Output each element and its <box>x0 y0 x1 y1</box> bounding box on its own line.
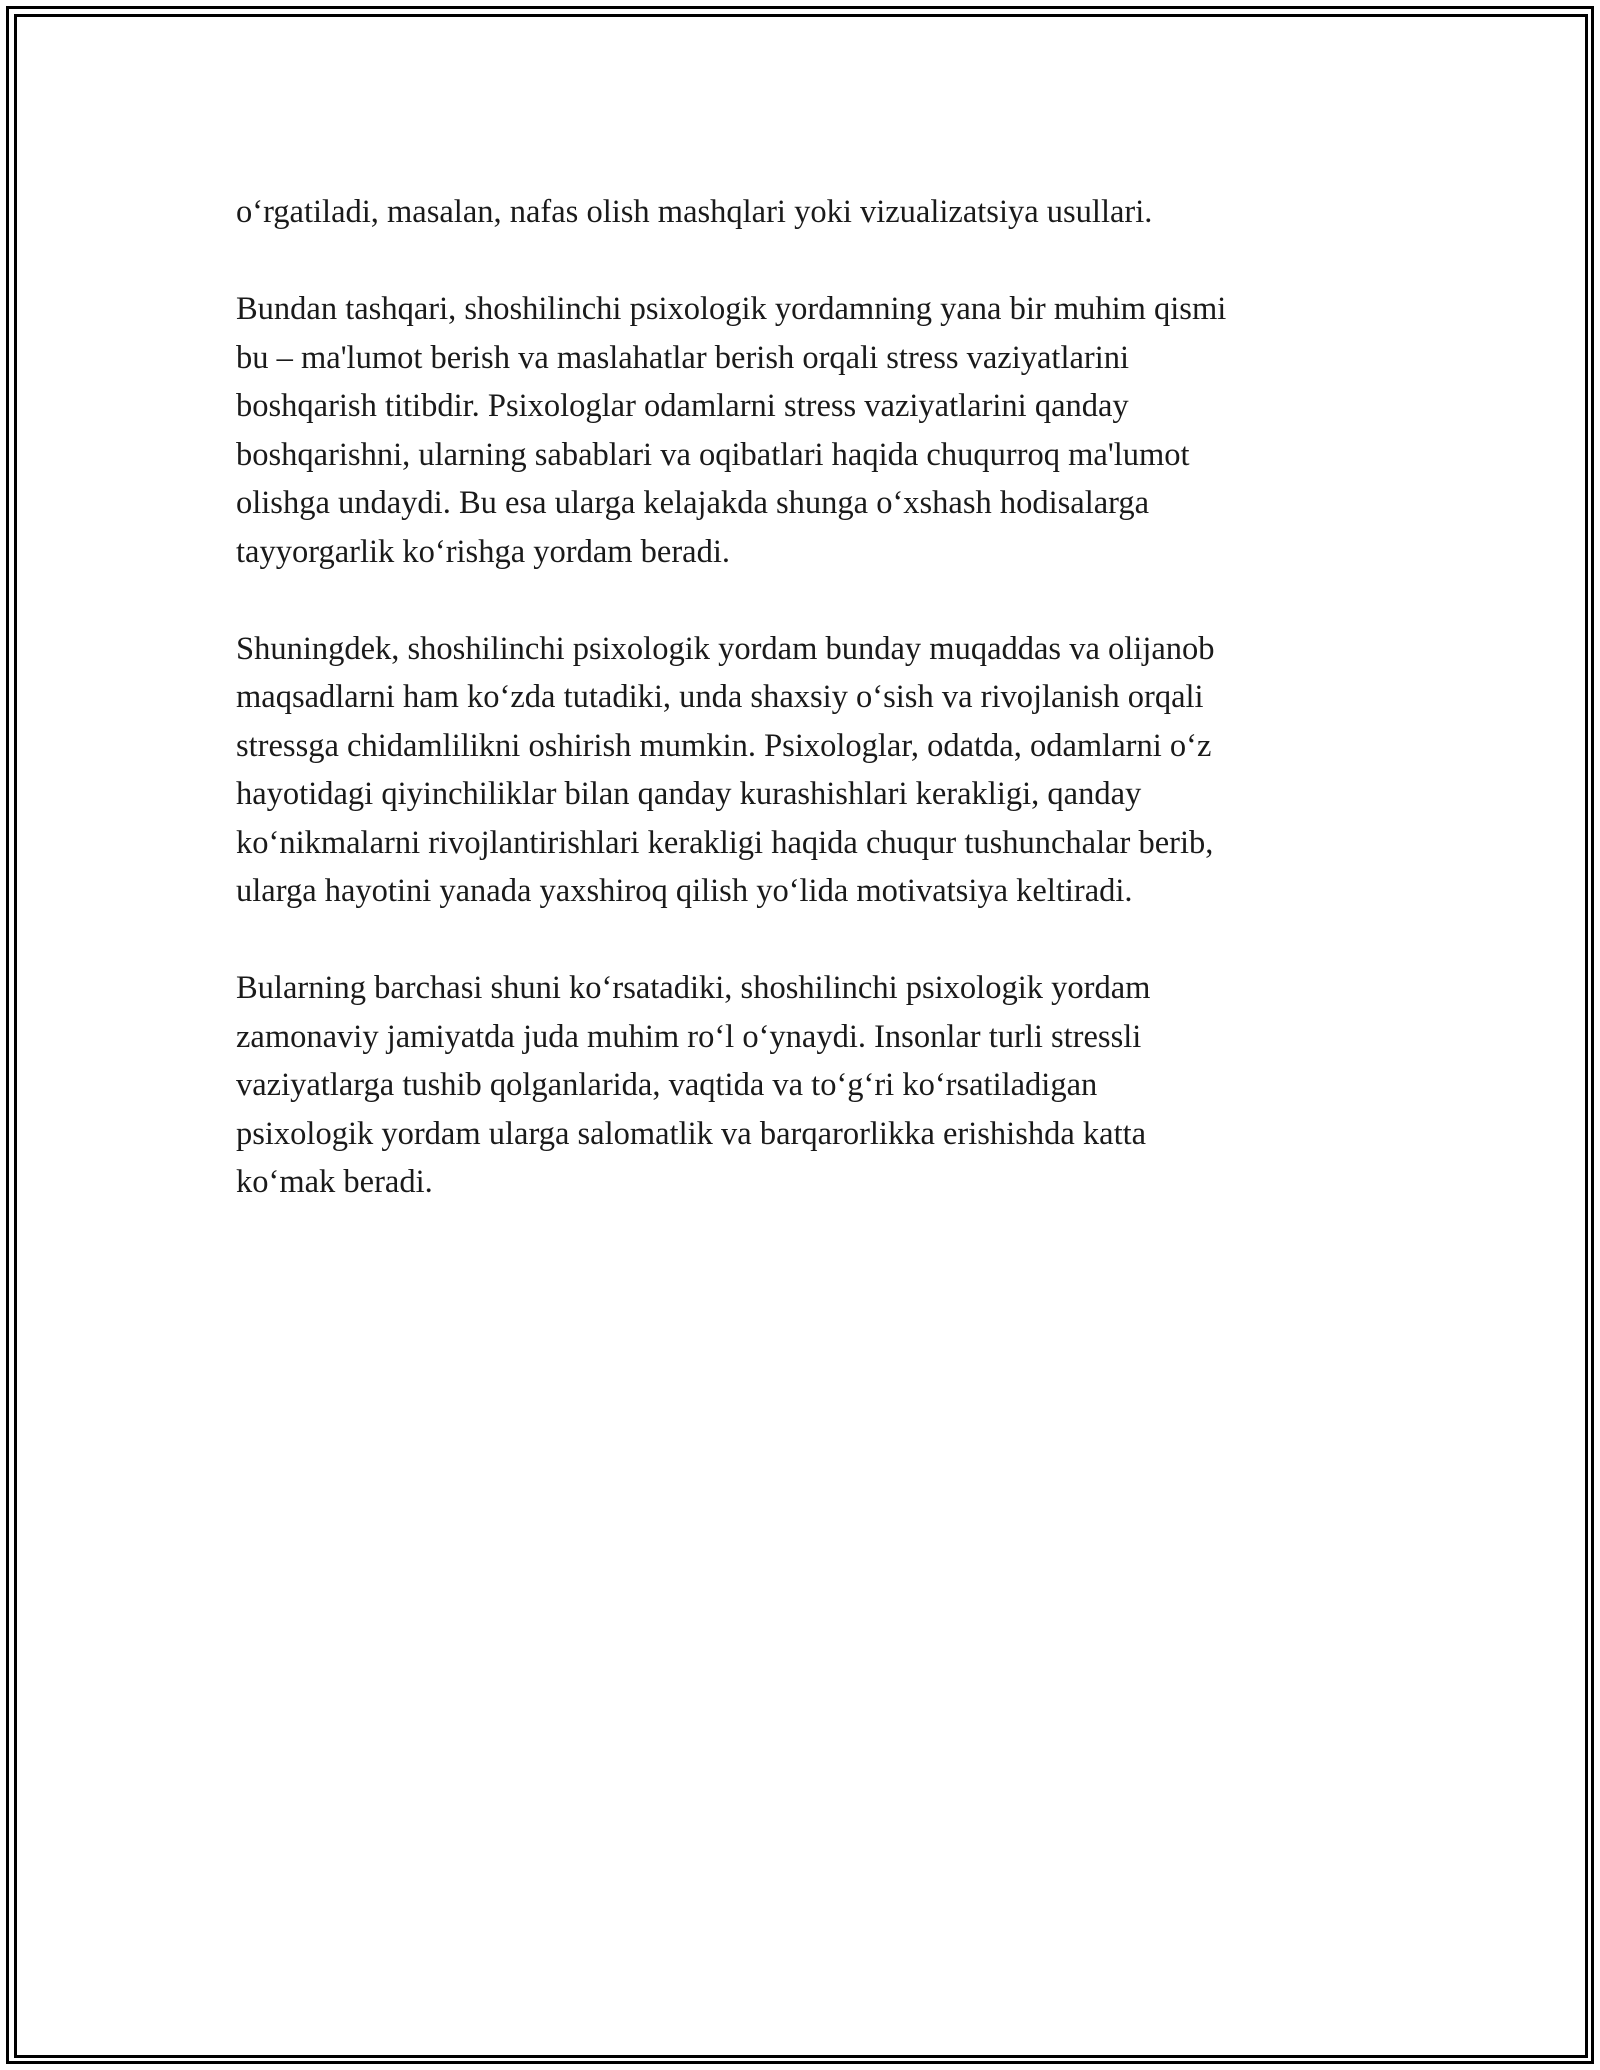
text-line: Bularning barchasi shuni koʻrsatadiki, shoshilinchi psixologik yordam <box>236 970 1151 1006</box>
paragraph-2 <box>236 285 1366 576</box>
text-line: boshqarish titibdir. Psixologlar odamlarni stress vaziyatlarini qanday <box>236 388 1129 424</box>
paragraph-1 <box>236 188 1366 237</box>
paragraph-3 <box>236 625 1366 916</box>
text-line: koʻnikmalarni rivojlantirishlari kerakligi haqida chuqur tushunchalar berib, <box>236 824 1214 861</box>
text-line: boshqarishni, ularning sabablari va oqibatlari haqida chuqurroq ma'lumot <box>236 436 1190 473</box>
text-line: bu – ma'lumot berish va maslahatlar berish orqali stress vaziyatlarini <box>236 339 1130 376</box>
text-line: maqsadlarni ham koʻzda tutadiki, unda shaxsiy oʻsish va rivojlanish orqali <box>236 679 1204 715</box>
document-body <box>236 188 1366 1255</box>
text-line: Bundan tashqari, shoshilinchi psixologik yordamning yana bir muhim qismi <box>236 291 1227 327</box>
text-line: koʻmak beradi. <box>236 1164 433 1200</box>
text-line: oʻrgatiladi, masalan, nafas olish mashqlari yoki vizualizatsiya usullari. <box>236 194 1153 230</box>
text-line: hayotidagi qiyinchiliklar bilan qanday kurashishlari kerakligi, qanday <box>236 776 1142 812</box>
text-line: Shuningdek, shoshilinchi psixologik yordam bunday muqaddas va olijanob <box>236 630 1215 667</box>
text-line: stressga chidamlilikni oshirish mumkin. Psixologlar, odatda, odamlarni oʻz <box>236 727 1212 764</box>
text-line: vaziyatlarga tushib qolganlarida, vaqtida va toʻgʻri koʻrsatiladigan <box>236 1067 1098 1103</box>
text-line: olishga undaydi. Bu esa ularga kelajakda shunga oʻxshash hodisalarga <box>236 485 1150 521</box>
paragraph-4 <box>236 964 1366 1207</box>
text-line: psixologik yordam ularga salomatlik va barqarorlikka erishishda katta <box>236 1115 1147 1152</box>
text-line: ularga hayotini yanada yaxshiroq qilish yoʻlida motivatsiya keltiradi. <box>236 873 1133 909</box>
text-line: tayyorgarlik koʻrishga yordam beradi. <box>236 533 730 570</box>
text-line: zamonaviy jamiyatda juda muhim roʻl oʻynaydi. Insonlar turli stressli <box>236 1018 1142 1055</box>
